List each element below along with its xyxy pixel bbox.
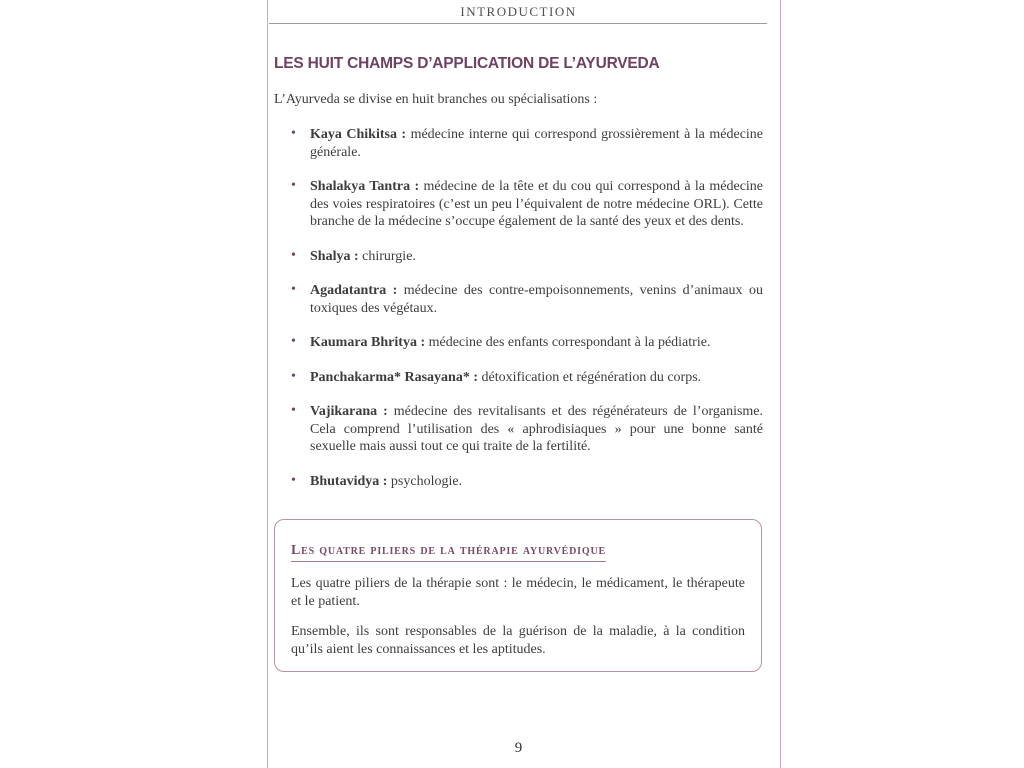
list-item-panchakarma-rasayana — [274, 369, 763, 387]
term: Agadatantra : — [310, 283, 398, 298]
list-item-kaya-chikitsa — [274, 126, 763, 161]
intro-paragraph: L’Ayurveda se divise en huit branches ou spécialisations : — [274, 92, 598, 107]
page-edge-right — [780, 0, 781, 768]
term: Kaya Chikitsa : — [310, 127, 407, 142]
list-item-vajikarana — [274, 403, 763, 456]
definition: psychologie. — [390, 473, 463, 489]
page-edge-left — [267, 0, 268, 768]
section-title: LES HUIT CHAMPS D’APPLICATION DE L’AYURVEDA — [274, 55, 660, 72]
page-content — [274, 0, 763, 768]
definition: médecine de la tête et du cou qui correspond à la médecine des voies respiratoires (c’est un peu l’équivalent de notre médecine ORL). Cette branche de la médecine s’occupe également de la santé des yeux et des dents. — [310, 179, 764, 229]
term: Shalya : — [310, 248, 359, 264]
definition: détoxification et régénération du corps. — [481, 369, 702, 385]
list-item-shalya — [274, 248, 763, 266]
callout-heading: Les quatre piliers de la thérapie ayurvédique — [291, 543, 606, 562]
term: Kaumara Bhritya : — [310, 335, 426, 350]
running-header: INTRODUCTION — [460, 4, 577, 19]
header-rule — [269, 23, 767, 24]
definition: médecine des contre-empoisonnements, venins d’animaux ou toxiques des végétaux. — [310, 283, 763, 316]
term: Bhutavidya : — [310, 473, 388, 489]
definition: chirurgie. — [362, 248, 416, 264]
callout-paragraph: Ensemble, ils sont responsables de la guérison de la maladie, à la condition qu’ils aient les connaissances et les aptitudes. — [291, 624, 745, 657]
term: Panchakarma* Rasayana* : — [310, 369, 479, 385]
page-number: 9 — [514, 740, 523, 756]
term: Vajikarana : — [310, 404, 388, 419]
list-item-shalakya-tantra — [274, 178, 763, 231]
callout-paragraph: Les quatre piliers de la thérapie sont : le médecin, le médicament, le thérapeute et le patient. — [291, 576, 745, 609]
branch-list — [274, 126, 763, 507]
list-item-agadatantra — [274, 282, 763, 317]
callout-box — [274, 519, 762, 672]
list-item-kaumara-bhritya — [274, 334, 763, 352]
definition: médecine des enfants correspondant à la pédiatrie. — [428, 335, 711, 350]
definition: médecine des revitalisants et des régénérateurs de l’organisme. Cela comprend l’utilisation des « aphrodisiaques » pour une bonne santé sexuelle mais aussi tout ce qui traite de la fertilité. — [310, 404, 764, 454]
term: Shalakya Tantra : — [310, 179, 420, 194]
list-item-bhutavidya — [274, 473, 763, 491]
definition: médecine interne qui correspond grossièrement à la médecine générale. — [310, 127, 764, 160]
